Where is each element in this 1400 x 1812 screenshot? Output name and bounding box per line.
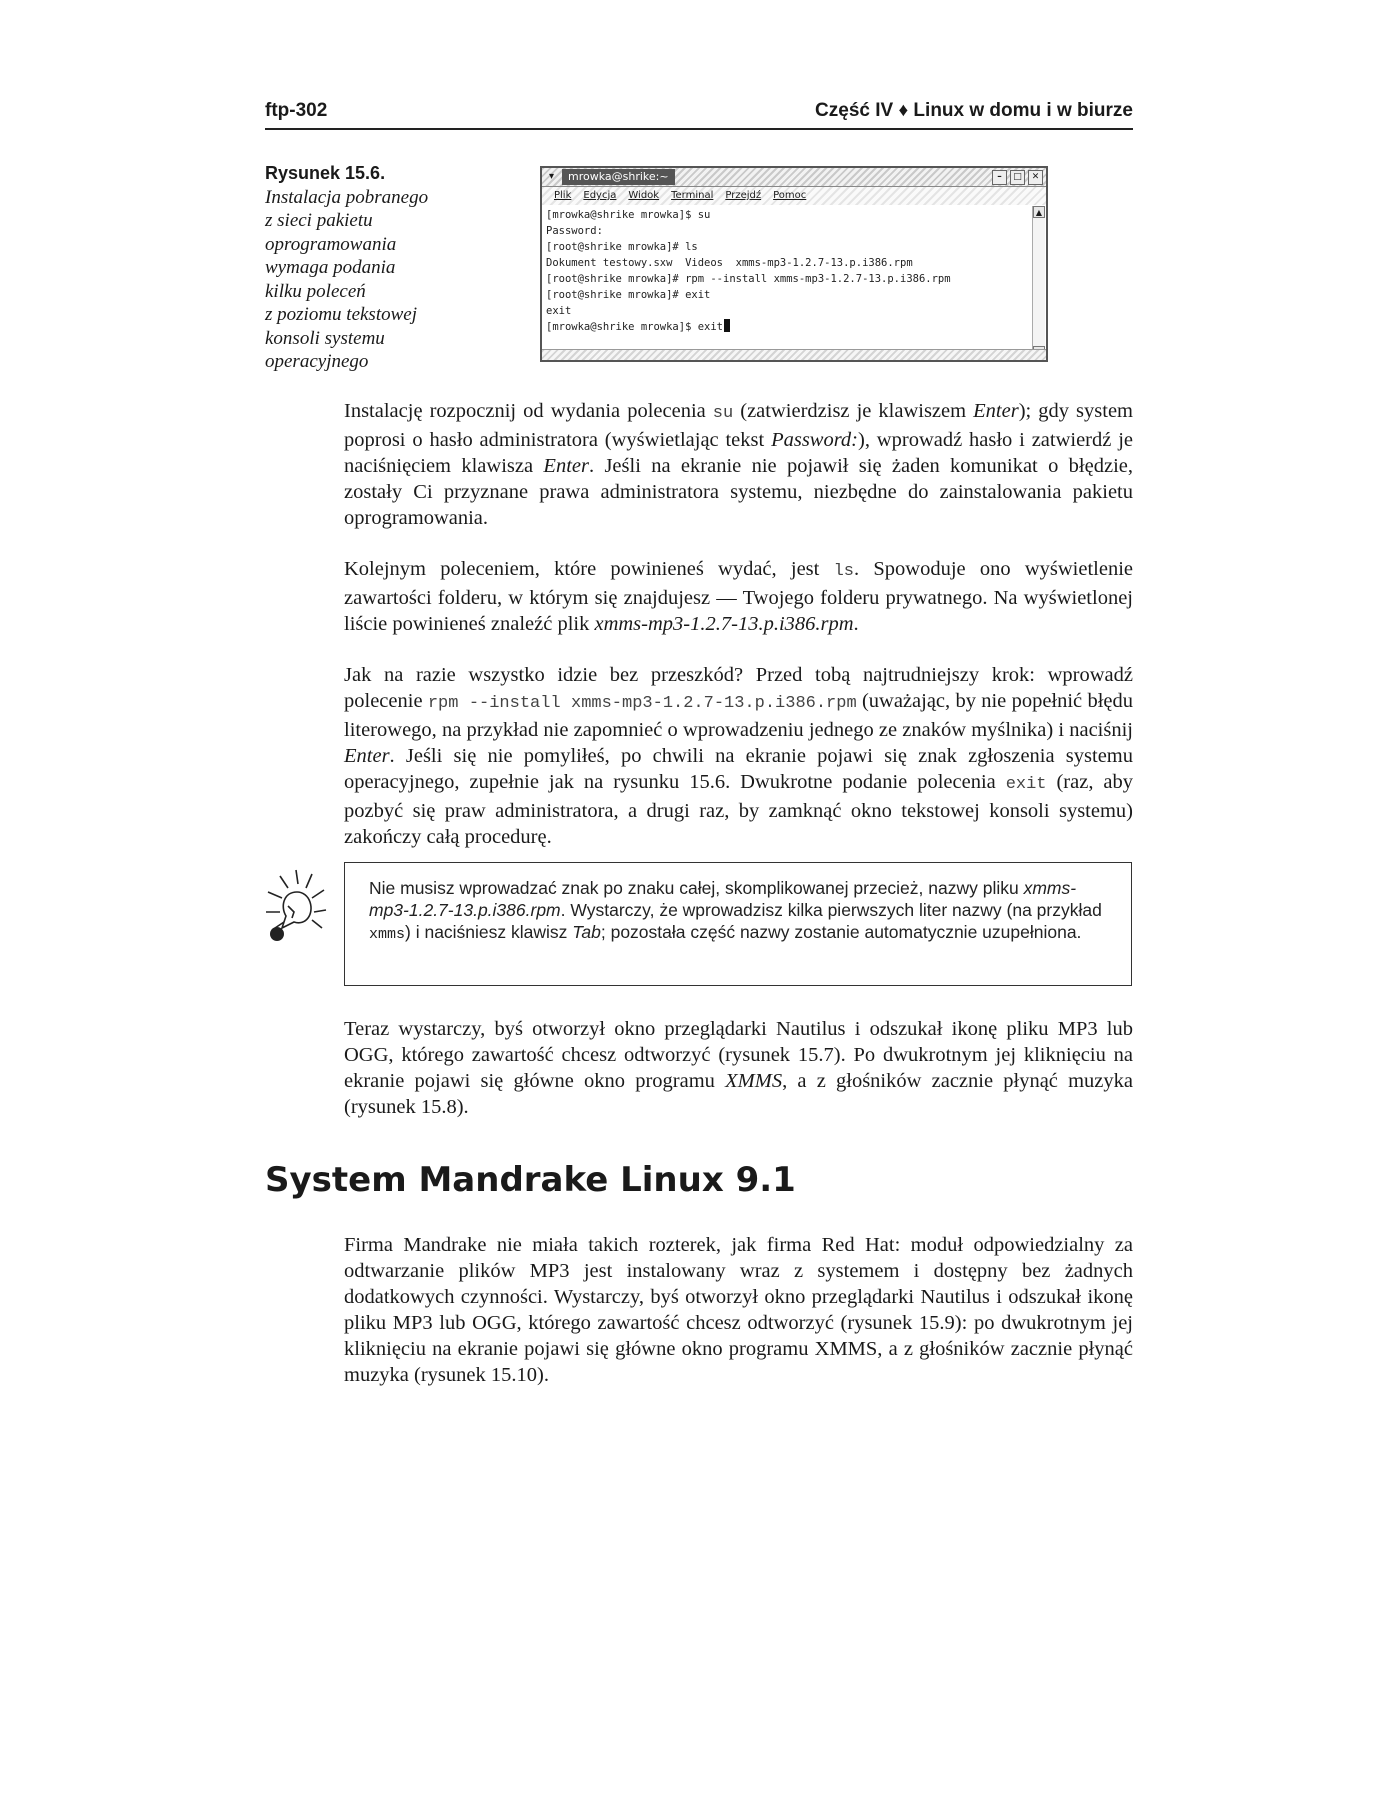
caption-line: kilku poleceń [265, 280, 366, 302]
terminal-line: [mrowka@shrike mrowka]$ su [546, 209, 711, 221]
section-heading: System Mandrake Linux 9.1 [265, 1160, 796, 1200]
menu-item-widok[interactable]: Widok [628, 190, 660, 201]
caption-line: z sieci pakietu [265, 210, 373, 231]
paragraph-3 [344, 662, 1133, 850]
chevron-down-icon[interactable]: ▾ [548, 171, 555, 182]
paragraph-1 [344, 398, 1133, 531]
paragraph-2 [344, 556, 1133, 637]
text-run: , a z głośników zacznie płynąć muzyka (rysunek 15.8). [344, 1070, 1133, 1118]
terminal-titlebar [542, 168, 1046, 187]
page-header [265, 98, 1133, 130]
text-run: Jak na razie wszystko idzie bez przeszkód? Przed tobą najtrudniejszy krok: wprowadź polecenie [344, 664, 1133, 712]
figure-number: Rysunek 15.6. [265, 163, 386, 183]
terminal-line: [root@shrike mrowka]# rpm --install xmms-mp3-1.2.7-13.p.i386.rpm [546, 273, 951, 285]
terminal-bottom-border [542, 349, 1046, 360]
text-cursor [724, 319, 730, 332]
terminal-title: mrowka@shrike:~ [562, 169, 675, 185]
code-exit: exit [1005, 775, 1047, 794]
text-run: Teraz wystarczy, byś otworzył okno przeglądarki Nautilus i odszukał ikonę pliku MP3 lub OGG, którego zawartość chcesz odtworzyć (rysunek 15.7). Po dwukrotnym jej kliknięciu na ekranie pojawi się główne okno programu [344, 1018, 1133, 1092]
figure-caption-text [265, 186, 465, 374]
caption-line: Instalacja pobranego [265, 186, 429, 208]
key-enter: Enter [344, 745, 390, 767]
caption-line: konsoli systemu [265, 327, 385, 349]
file-name: xmms-mp3-1.2.7-13.p.i386.rpm [369, 878, 1077, 920]
terminal-scrollbar[interactable] [1032, 206, 1045, 358]
file-name: xmms-mp3-1.2.7-13.p.i386.rpm [594, 613, 854, 635]
text-run: (raz, aby pozbyć się praw administratora, a drugi raz, by zamknąć okno tekstowej konsoli systemu) zakończy całą procedurę. [344, 771, 1134, 848]
text-run: . Jeśli na ekranie nie pojawił się żaden komunikat o błędzie, zostały Ci przyznane prawa administratora systemu, niezbędne do zainstalowania pakietu oprogramowania. [344, 455, 1133, 529]
terminal-window-screenshot [540, 166, 1048, 362]
menu-item-terminal[interactable]: Terminal [671, 190, 714, 201]
terminal-line-last [546, 319, 1030, 335]
terminal-line: Dokument testowy.sxw Videos xmms-mp3-1.2.7-13.p.i386.rpm [546, 257, 913, 269]
menu-item-pomoc[interactable]: Pomoc [773, 190, 807, 201]
terminal-line: exit [546, 305, 572, 317]
caption-line: wymaga podania [265, 257, 396, 278]
text-run: . Wystarczy, że wprowadzisz kilka pierwszych liter nazwy (na przykład [560, 900, 1102, 920]
program-name: XMMS [725, 1070, 783, 1092]
text-run: Instalację rozpocznij od wydania polecenia [344, 400, 713, 422]
text-run: ; pozostała część nazwy zostanie automatycznie uzupełniona. [600, 922, 1082, 942]
code-rpm-install: rpm --install xmms-mp3-1.2.7-13.p.i386.rpm [427, 694, 857, 713]
text-run: (zatwierdzisz je klawiszem [733, 400, 974, 422]
tip-box [344, 862, 1132, 986]
figure-caption [265, 162, 465, 374]
page-number-label: ftp-302 [265, 100, 328, 121]
text-run: Kolejnym poleceniem, które powinieneś wydać, jest [344, 558, 834, 580]
terminal-line: Password: [546, 225, 603, 237]
terminal-prompt-text: [mrowka@shrike mrowka]$ exit [546, 321, 724, 333]
text-run: Nie musisz wprowadzać znak po znaku całej, skomplikowanej przecież, nazwy pliku [369, 878, 1024, 898]
menu-item-przejdz[interactable]: Przejdź [725, 190, 762, 201]
code-xmms: xmms [369, 926, 406, 943]
maximize-icon[interactable]: □ [1010, 170, 1025, 185]
key-enter: Enter [973, 400, 1019, 422]
text-run: . Jeśli się nie pomyliłeś, po chwili na ekranie pojawi się znak zgłoszenia systemu operacyjnego, zupełnie jak na rysunku 15.6. Dwukrotne podanie polecenia [344, 745, 1133, 793]
caption-line: z poziomu tekstowej [265, 304, 417, 325]
text-run: . Spowoduje ono wyświetlenie zawartości folderu, w którym się znajdujesz — Twojego folderu prywatnego. Na wyświetlonej liście powinieneś znaleźć plik [344, 558, 1133, 635]
text-run: ), wprowadź hasło i zatwierdź je naciśnięciem klawisza [344, 429, 1133, 477]
caption-line: operacyjnego [265, 351, 369, 372]
text-run: ); gdy system poprosi o hasło administratora (wyświetlając tekst [344, 400, 1134, 451]
text-run: . [853, 613, 859, 635]
text-run: ) i naciśniesz klawisz [405, 922, 573, 942]
terminal-line: [root@shrike mrowka]# ls [546, 241, 698, 253]
menu-item-plik[interactable]: Plik [554, 190, 572, 201]
terminal-line: [root@shrike mrowka]# exit [546, 289, 711, 301]
text-run: (uważając, by nie popełnić błędu literowego, na przykład nie zapomnieć o wprowadzeniu jednego ze znaków myślnika) i naciśnij [344, 690, 1133, 741]
lightbulb-idea-icon [258, 862, 336, 952]
code-su: su [712, 404, 734, 423]
close-icon[interactable]: ✕ [1028, 170, 1043, 185]
caption-line: oprogramowania [265, 233, 397, 255]
scroll-up-arrow-icon[interactable]: ▲ [1033, 206, 1045, 218]
menu-item-edycja[interactable]: Edycja [583, 190, 617, 201]
key-enter: Enter [543, 455, 589, 477]
key-tab: Tab [572, 922, 601, 942]
paragraph-5: Firma Mandrake nie miała takich rozterek, jak firma Red Hat: moduł odpowiedzialny za odtwarzanie plików MP3 jest instalowany wraz z systemem i dostępny bez żadnych dodatkowych czynności. Wystarczy, byś otworzył okno przeglądarki Nautilus i odszukał ikonę pliku MP3 lub OGG, którego zawartość chcesz odtworzyć (rysunek 15.9): po dwukrotnym jej kliknięciu na ekranie pojawi się główne okno programu XMMS, a z głośników zacznie płynąć muzyka (rysunek 15.10). [344, 1234, 1133, 1386]
terminal-menubar [542, 187, 1046, 205]
paragraph-4 [344, 1016, 1133, 1120]
chapter-title: Część IV ♦ Linux w domu i w biurze [815, 100, 1133, 121]
code-ls: ls [833, 562, 854, 581]
password-prompt-text: Password: [771, 429, 859, 451]
terminal-output[interactable] [546, 207, 1030, 346]
minimize-icon[interactable]: – [992, 170, 1007, 185]
